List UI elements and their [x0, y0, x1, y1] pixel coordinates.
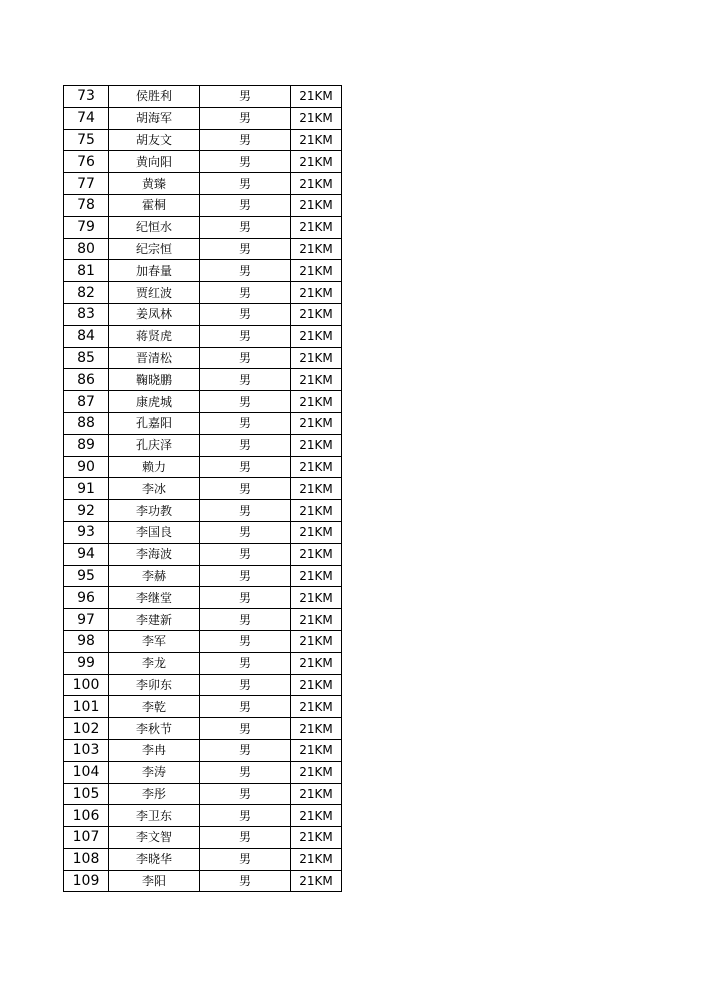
name-cell: 李文智 [109, 827, 200, 849]
gender-cell: 男 [200, 260, 291, 282]
gender-cell: 男 [200, 848, 291, 870]
row-number-cell: 105 [64, 783, 109, 805]
name-cell: 纪宗恒 [109, 238, 200, 260]
table-row [64, 260, 342, 282]
gender-cell: 男 [200, 630, 291, 652]
table-row [64, 652, 342, 674]
row-number-cell: 93 [64, 521, 109, 543]
name-cell: 侯胜利 [109, 86, 200, 108]
name-cell: 黄向阳 [109, 151, 200, 173]
name-cell: 李冰 [109, 478, 200, 500]
name-cell: 李龙 [109, 652, 200, 674]
row-number-cell: 86 [64, 369, 109, 391]
distance-cell: 21KM [291, 369, 342, 391]
name-cell: 黄臻 [109, 173, 200, 195]
name-cell: 李建新 [109, 609, 200, 631]
row-number-cell: 75 [64, 129, 109, 151]
table-row [64, 412, 342, 434]
gender-cell: 男 [200, 609, 291, 631]
table-row [64, 761, 342, 783]
gender-cell: 男 [200, 718, 291, 740]
distance-cell: 21KM [291, 282, 342, 304]
row-number-cell: 104 [64, 761, 109, 783]
distance-cell: 21KM [291, 783, 342, 805]
gender-cell: 男 [200, 870, 291, 892]
gender-cell: 男 [200, 369, 291, 391]
gender-cell: 男 [200, 696, 291, 718]
name-cell: 霍桐 [109, 194, 200, 216]
gender-cell: 男 [200, 325, 291, 347]
row-number-cell: 91 [64, 478, 109, 500]
gender-cell: 男 [200, 194, 291, 216]
row-number-cell: 80 [64, 238, 109, 260]
table-row [64, 238, 342, 260]
distance-cell: 21KM [291, 260, 342, 282]
row-number-cell: 94 [64, 543, 109, 565]
distance-cell: 21KM [291, 543, 342, 565]
name-cell: 胡海军 [109, 107, 200, 129]
gender-cell: 男 [200, 107, 291, 129]
row-number-cell: 109 [64, 870, 109, 892]
distance-cell: 21KM [291, 216, 342, 238]
name-cell: 纪恒水 [109, 216, 200, 238]
distance-cell: 21KM [291, 630, 342, 652]
table-row [64, 325, 342, 347]
distance-cell: 21KM [291, 521, 342, 543]
table-row [64, 391, 342, 413]
distance-cell: 21KM [291, 718, 342, 740]
gender-cell: 男 [200, 783, 291, 805]
row-number-cell: 89 [64, 434, 109, 456]
distance-cell: 21KM [291, 870, 342, 892]
table-row [64, 543, 342, 565]
name-cell: 李冉 [109, 739, 200, 761]
table-row [64, 282, 342, 304]
gender-cell: 男 [200, 434, 291, 456]
distance-cell: 21KM [291, 587, 342, 609]
name-cell: 姜凤林 [109, 303, 200, 325]
table-row [64, 194, 342, 216]
row-number-cell: 98 [64, 630, 109, 652]
name-cell: 赖力 [109, 456, 200, 478]
table-row [64, 718, 342, 740]
table-row [64, 456, 342, 478]
distance-cell: 21KM [291, 500, 342, 522]
row-number-cell: 79 [64, 216, 109, 238]
name-cell: 李晓华 [109, 848, 200, 870]
gender-cell: 男 [200, 674, 291, 696]
distance-cell: 21KM [291, 674, 342, 696]
gender-cell: 男 [200, 456, 291, 478]
row-number-cell: 96 [64, 587, 109, 609]
gender-cell: 男 [200, 129, 291, 151]
gender-cell: 男 [200, 216, 291, 238]
row-number-cell: 73 [64, 86, 109, 108]
row-number-cell: 84 [64, 325, 109, 347]
gender-cell: 男 [200, 282, 291, 304]
table-row [64, 870, 342, 892]
name-cell: 李涛 [109, 761, 200, 783]
table-row [64, 86, 342, 108]
gender-cell: 男 [200, 827, 291, 849]
row-number-cell: 81 [64, 260, 109, 282]
gender-cell: 男 [200, 543, 291, 565]
row-number-cell: 99 [64, 652, 109, 674]
row-number-cell: 77 [64, 173, 109, 195]
table-row [64, 848, 342, 870]
row-number-cell: 90 [64, 456, 109, 478]
name-cell: 李乾 [109, 696, 200, 718]
table-row [64, 630, 342, 652]
name-cell: 康虎城 [109, 391, 200, 413]
name-cell: 李军 [109, 630, 200, 652]
table-row [64, 565, 342, 587]
distance-cell: 21KM [291, 391, 342, 413]
table-row [64, 521, 342, 543]
gender-cell: 男 [200, 173, 291, 195]
table-row [64, 805, 342, 827]
name-cell: 孔嘉阳 [109, 412, 200, 434]
distance-cell: 21KM [291, 194, 342, 216]
name-cell: 孔庆泽 [109, 434, 200, 456]
row-number-cell: 108 [64, 848, 109, 870]
row-number-cell: 106 [64, 805, 109, 827]
gender-cell: 男 [200, 347, 291, 369]
row-number-cell: 87 [64, 391, 109, 413]
name-cell: 李海波 [109, 543, 200, 565]
distance-cell: 21KM [291, 761, 342, 783]
gender-cell: 男 [200, 805, 291, 827]
table-row [64, 696, 342, 718]
table-row [64, 609, 342, 631]
distance-cell: 21KM [291, 827, 342, 849]
distance-cell: 21KM [291, 848, 342, 870]
name-cell: 李阳 [109, 870, 200, 892]
name-cell: 李彤 [109, 783, 200, 805]
name-cell: 李国良 [109, 521, 200, 543]
distance-cell: 21KM [291, 609, 342, 631]
name-cell: 李功教 [109, 500, 200, 522]
row-number-cell: 83 [64, 303, 109, 325]
distance-cell: 21KM [291, 107, 342, 129]
distance-cell: 21KM [291, 86, 342, 108]
name-cell: 蒋贤虎 [109, 325, 200, 347]
distance-cell: 21KM [291, 173, 342, 195]
table-row [64, 216, 342, 238]
table-row [64, 827, 342, 849]
gender-cell: 男 [200, 565, 291, 587]
row-number-cell: 97 [64, 609, 109, 631]
distance-cell: 21KM [291, 347, 342, 369]
table-row [64, 739, 342, 761]
row-number-cell: 92 [64, 500, 109, 522]
table-row [64, 434, 342, 456]
gender-cell: 男 [200, 151, 291, 173]
distance-cell: 21KM [291, 478, 342, 500]
gender-cell: 男 [200, 412, 291, 434]
name-cell: 李继堂 [109, 587, 200, 609]
gender-cell: 男 [200, 500, 291, 522]
distance-cell: 21KM [291, 456, 342, 478]
roster-table-body [64, 86, 342, 892]
distance-cell: 21KM [291, 805, 342, 827]
name-cell: 贾红波 [109, 282, 200, 304]
name-cell: 李秋节 [109, 718, 200, 740]
table-row [64, 303, 342, 325]
distance-cell: 21KM [291, 238, 342, 260]
gender-cell: 男 [200, 739, 291, 761]
gender-cell: 男 [200, 303, 291, 325]
gender-cell: 男 [200, 478, 291, 500]
distance-cell: 21KM [291, 129, 342, 151]
distance-cell: 21KM [291, 325, 342, 347]
row-number-cell: 103 [64, 739, 109, 761]
table-row [64, 783, 342, 805]
name-cell: 李卫东 [109, 805, 200, 827]
row-number-cell: 88 [64, 412, 109, 434]
row-number-cell: 100 [64, 674, 109, 696]
row-number-cell: 107 [64, 827, 109, 849]
table-row [64, 173, 342, 195]
row-number-cell: 74 [64, 107, 109, 129]
table-row [64, 107, 342, 129]
gender-cell: 男 [200, 521, 291, 543]
row-number-cell: 102 [64, 718, 109, 740]
distance-cell: 21KM [291, 565, 342, 587]
table-row [64, 478, 342, 500]
gender-cell: 男 [200, 652, 291, 674]
name-cell: 李赫 [109, 565, 200, 587]
table-row [64, 500, 342, 522]
table-row [64, 151, 342, 173]
table-row [64, 674, 342, 696]
table-row [64, 587, 342, 609]
table-row [64, 369, 342, 391]
row-number-cell: 82 [64, 282, 109, 304]
row-number-cell: 76 [64, 151, 109, 173]
row-number-cell: 85 [64, 347, 109, 369]
name-cell: 胡友文 [109, 129, 200, 151]
row-number-cell: 78 [64, 194, 109, 216]
distance-cell: 21KM [291, 303, 342, 325]
distance-cell: 21KM [291, 739, 342, 761]
gender-cell: 男 [200, 86, 291, 108]
row-number-cell: 95 [64, 565, 109, 587]
distance-cell: 21KM [291, 434, 342, 456]
gender-cell: 男 [200, 761, 291, 783]
row-number-cell: 101 [64, 696, 109, 718]
name-cell: 加春量 [109, 260, 200, 282]
name-cell: 李卯东 [109, 674, 200, 696]
gender-cell: 男 [200, 238, 291, 260]
name-cell: 鞠晓鹏 [109, 369, 200, 391]
table-row [64, 129, 342, 151]
name-cell: 晋清松 [109, 347, 200, 369]
roster-table [63, 85, 342, 892]
gender-cell: 男 [200, 391, 291, 413]
distance-cell: 21KM [291, 412, 342, 434]
distance-cell: 21KM [291, 652, 342, 674]
gender-cell: 男 [200, 587, 291, 609]
distance-cell: 21KM [291, 151, 342, 173]
table-row [64, 347, 342, 369]
distance-cell: 21KM [291, 696, 342, 718]
